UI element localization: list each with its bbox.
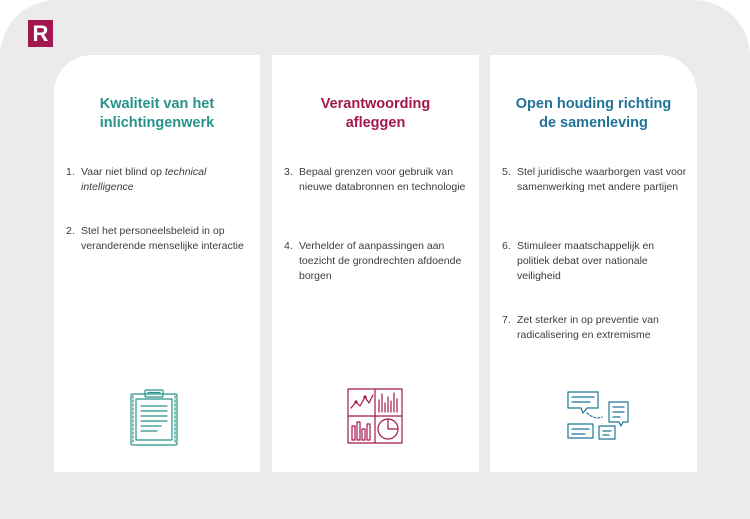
- list-item: [502, 313, 689, 343]
- chat-bubbles-icon: [565, 390, 633, 442]
- logo: R: [28, 20, 53, 47]
- column-title: Verantwoording afleggen: [320, 96, 431, 131]
- item-text: Stimuleer maatschappelijk en politiek debat over nationale veiligheid: [517, 240, 655, 282]
- item-text: Stel juridische waarborgen vast voor samenwerking met andere partijen: [517, 166, 687, 193]
- item-text: Verhelder of aanpassingen aan toezicht de grondrechten afdoende borgen: [299, 240, 462, 282]
- item-number: 3.: [284, 166, 293, 178]
- item-number: 1.: [66, 166, 75, 178]
- list-item: [502, 239, 689, 284]
- list-item: [284, 239, 471, 284]
- item-number: 2.: [66, 225, 75, 237]
- list-item: [66, 165, 252, 195]
- item-number: 6.: [502, 240, 511, 252]
- list-item: [502, 165, 689, 195]
- list-item: [284, 165, 471, 195]
- item-emphasis: technical intelligence: [81, 166, 207, 193]
- item-text: Bepaal grenzen voor gebruik van nieuwe databronnen en technologie: [299, 166, 466, 193]
- column-title: Kwaliteit van het inlichtingenwerk: [99, 96, 215, 131]
- column-title: Open houding richting de samenleving: [515, 96, 672, 131]
- clipboard-icon: [128, 388, 180, 448]
- column-card-openness: [490, 55, 697, 472]
- item-number: 5.: [502, 166, 511, 178]
- list-item: [66, 224, 252, 254]
- item-number: 4.: [284, 240, 293, 252]
- item-text: Zet sterker in op preventie van radicalisering en extremisme: [517, 314, 659, 341]
- column-card-quality: [54, 55, 260, 472]
- item-number: 7.: [502, 314, 511, 326]
- item-text: Vaar niet blind op technical intelligence: [81, 166, 207, 193]
- item-text: Stel het personeelsbeleid in op veranderende menselijke interactie: [81, 225, 244, 252]
- column-card-accountability: [272, 55, 479, 472]
- data-dashboard-icon: [347, 388, 403, 444]
